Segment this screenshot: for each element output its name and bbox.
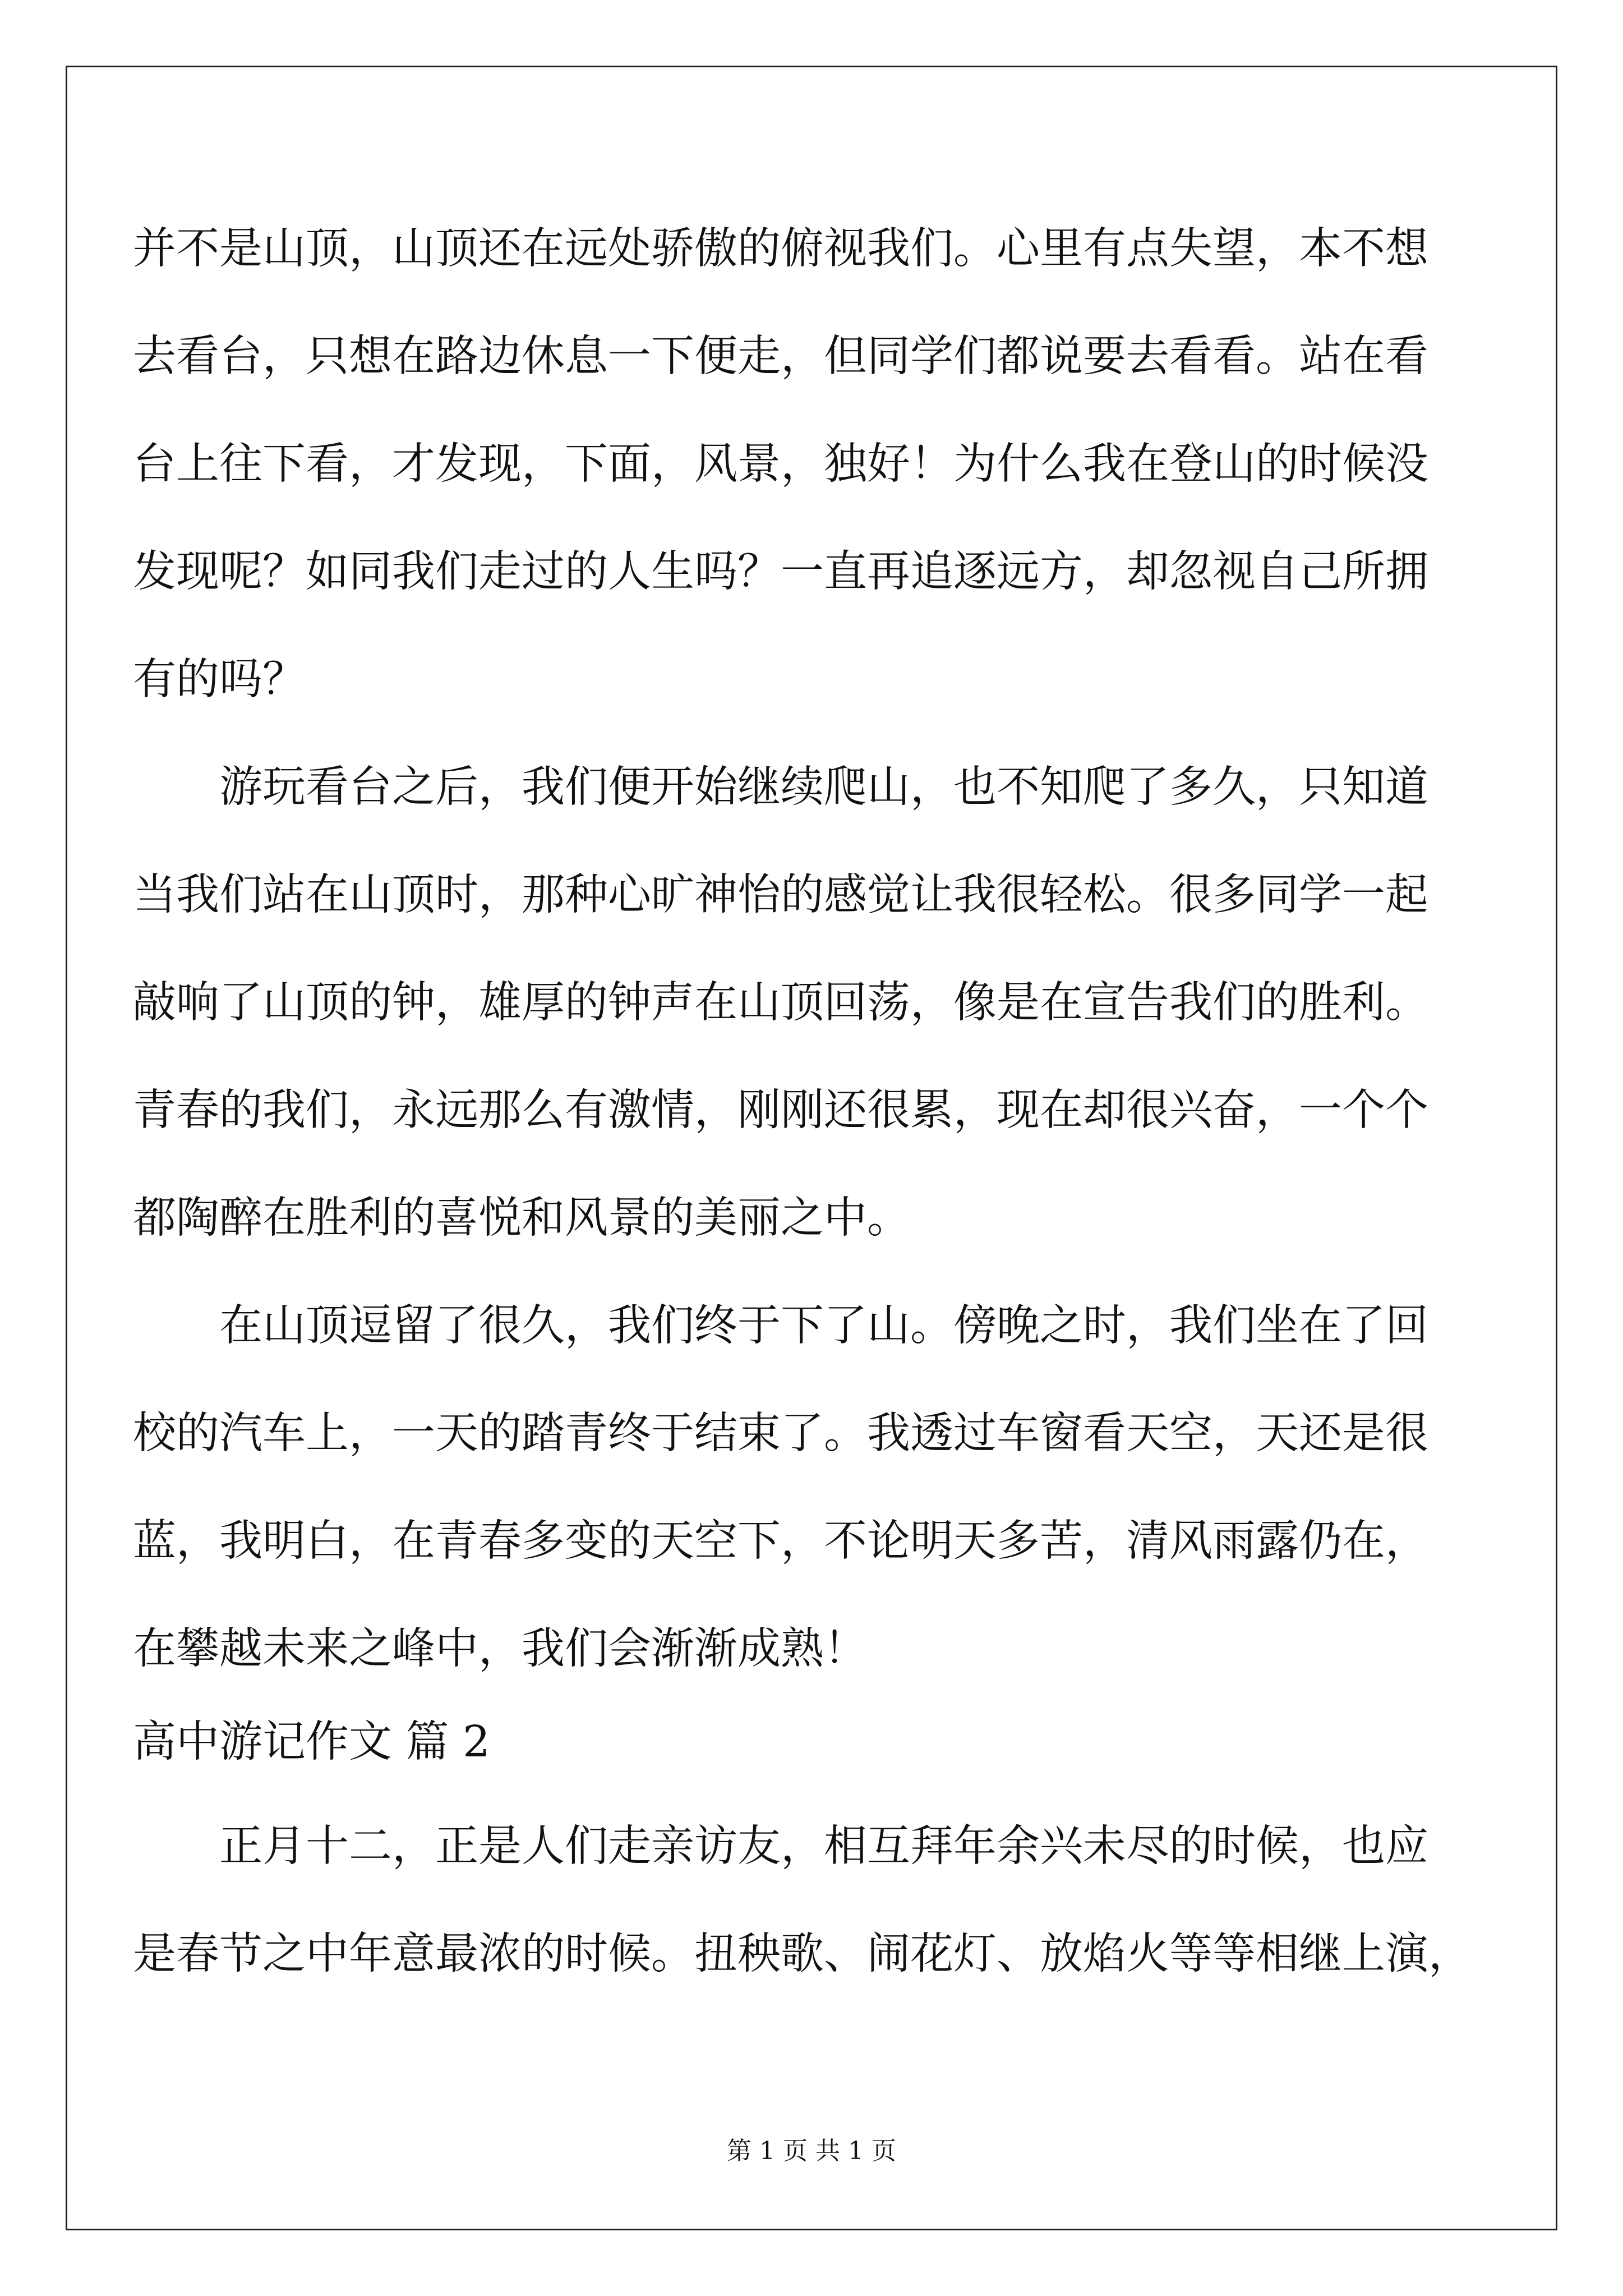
paragraph-line: 校的汽车上，一天的踏青终于结束了。我透过车窗看天空，天还是很 bbox=[133, 1409, 1428, 1458]
paragraph-line: 并不是山顶，山顶还在远处骄傲的俯视我们。心里有点失望，本不想 bbox=[133, 224, 1428, 274]
paragraph-line: 有的吗？ bbox=[133, 655, 306, 705]
paragraph-line: 敲响了山顶的钟，雄厚的钟声在山顶回荡，像是在宣告我们的胜利。 bbox=[133, 978, 1428, 1028]
paragraph-line: 发现呢？如同我们走过的人生吗？一直再追逐远方，却忽视自己所拥 bbox=[133, 547, 1428, 597]
paragraph-line: 台上往下看，才发现，下面，风景，独好！为什么我在登山的时候没 bbox=[133, 439, 1428, 489]
paragraph-line: 去看台，只想在路边休息一下便走，但同学们都说要去看看。站在看 bbox=[133, 332, 1428, 381]
paragraph-line: 蓝，我明白，在青春多变的天空下，不论明天多苦，清风雨露仍在， bbox=[133, 1516, 1428, 1566]
paragraph-line: 是春节之中年意最浓的时候。扭秧歌、闹花灯、放焰火等等相继上演， bbox=[133, 1929, 1472, 1979]
paragraph-line: 当我们站在山顶时，那种心旷神怡的感觉让我很轻松。很多同学一起 bbox=[133, 870, 1428, 920]
paragraph-line: 都陶醉在胜利的喜悦和风景的美丽之中。 bbox=[133, 1193, 910, 1243]
page-border bbox=[66, 66, 1557, 2230]
paragraph-line: 青春的我们，永远那么有激情，刚刚还很累，现在却很兴奋，一个个 bbox=[133, 1085, 1428, 1135]
paragraph-line: 游玩看台之后，我们便开始继续爬山，也不知爬了多久，只知道 bbox=[219, 762, 1428, 812]
page-footer: 第 1 页 共 1 页 bbox=[727, 2137, 896, 2165]
paragraph-line: 在攀越未来之峰中，我们会渐渐成熟！ bbox=[133, 1624, 867, 1674]
paragraph-line: 在山顶逗留了很久，我们终于下了山。傍晚之时，我们坐在了回 bbox=[219, 1301, 1428, 1351]
section-heading: 高中游记作文 篇 2 bbox=[133, 1717, 490, 1767]
paragraph-line: 正月十二，正是人们走亲访友，相互拜年余兴未尽的时候，也应 bbox=[219, 1821, 1428, 1871]
